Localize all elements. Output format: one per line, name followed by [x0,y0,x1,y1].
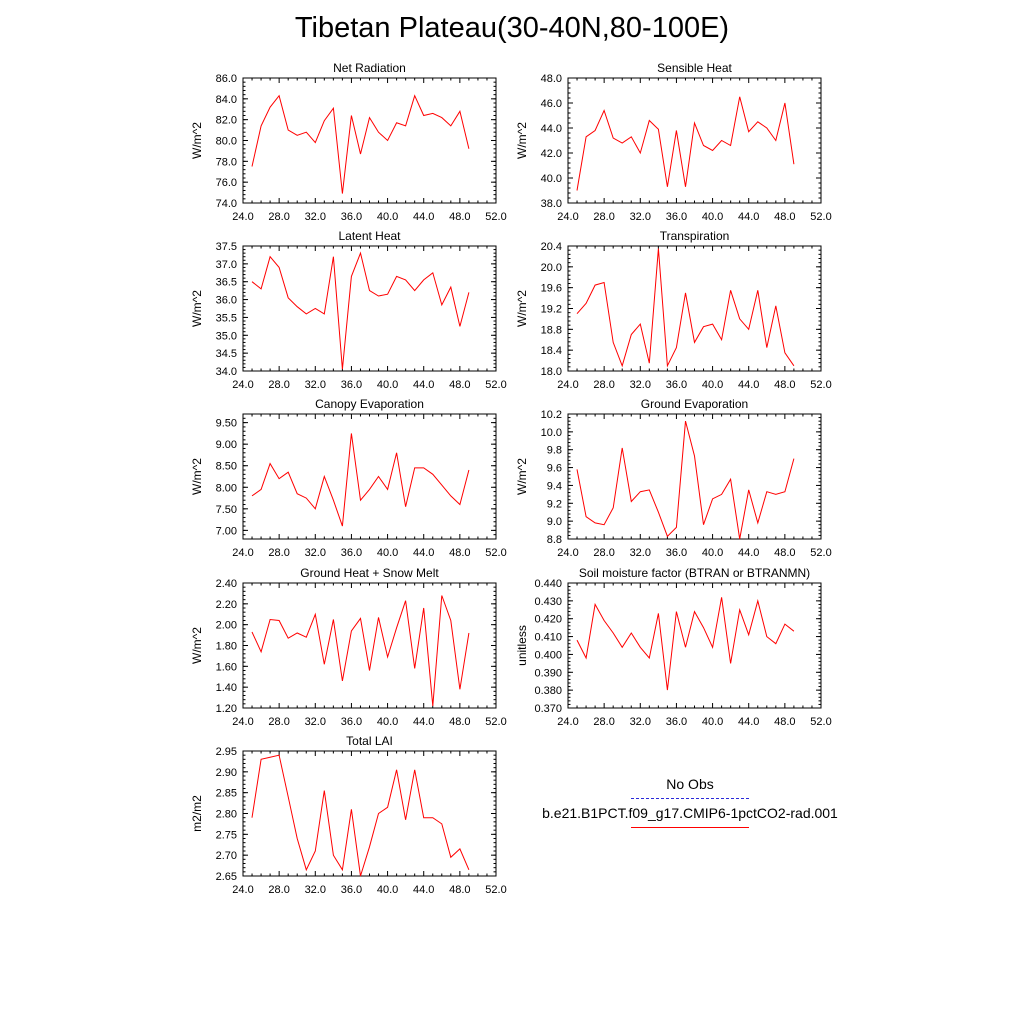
x-tick-label: 44.0 [413,884,435,896]
x-tick-label: 36.0 [665,716,688,728]
y-tick-label: 2.80 [215,808,237,821]
x-tick-label: 52.0 [485,211,507,223]
x-tick-label: 48.0 [449,884,471,896]
y-tick-label: 46.0 [540,98,562,110]
y-tick-label: 36.5 [215,276,237,289]
chart-panel [515,397,832,559]
x-tick-label: 48.0 [449,716,471,728]
y-tick-label: 19.2 [540,303,562,316]
x-tick-label: 44.0 [413,716,435,728]
x-tick-label: 40.0 [376,379,399,391]
y-tick-label: 9.00 [215,439,237,452]
y-tick-label: 40.0 [540,173,562,185]
x-tick-label: 44.0 [413,211,435,223]
y-tick-label: 0.370 [534,703,562,715]
x-tick-label: 44.0 [738,716,760,728]
y-tick-label: 10.0 [540,426,562,439]
x-tick-label: 40.0 [376,716,399,728]
legend-model-label: b.e21.B1PCT.f09_g17.CMIP6-1pctCO2-rad.001 [542,805,838,821]
x-tick-label: 44.0 [738,379,760,391]
y-tick-label: 18.4 [540,345,562,358]
x-tick-label: 52.0 [810,547,832,559]
plot-frame [243,78,496,203]
panel-title: Sensible Heat [657,61,732,75]
y-tick-label: 42.0 [540,148,562,160]
panel-title: Soil moisture factor (BTRAN or BTRANMN) [578,566,811,580]
x-tick-label: 24.0 [557,716,579,728]
x-tick-label: 24.0 [557,379,579,391]
x-tick-label: 44.0 [738,211,760,223]
y-tick-label: 2.00 [215,619,237,632]
y-tick-label: 8.50 [215,460,237,473]
y-tick-label: 8.8 [546,534,562,546]
y-tick-label: 34.0 [215,366,237,378]
x-tick-label: 24.0 [557,547,579,559]
y-tick-label: 19.6 [540,282,562,295]
panel-title: Latent Heat [338,229,401,243]
x-tick-label: 36.0 [665,547,688,559]
y-tick-label: 7.00 [215,525,237,538]
y-tick-label: 36.0 [215,294,237,307]
y-tick-label: 9.50 [215,417,237,430]
y-tick-label: 20.0 [540,261,562,274]
y-tick-label: 35.0 [215,330,237,343]
y-tick-label: 74.0 [215,198,237,210]
y-tick-label: 0.430 [534,595,562,608]
chart-panel [515,566,832,728]
figure-title: Tibetan Plateau(30-40N,80-100E) [294,12,730,44]
y-tick-label: 86.0 [215,73,237,85]
y-axis-label: W/m^2 [190,122,204,159]
chart-panel [190,229,507,391]
x-tick-label: 48.0 [449,211,471,223]
y-tick-label: 48.0 [540,73,562,85]
x-tick-label: 28.0 [593,379,615,391]
y-tick-label: 37.0 [215,258,237,271]
legend-obs-line-swatch [631,798,749,799]
y-tick-label: 2.70 [215,850,237,863]
y-tick-label: 2.90 [215,766,237,779]
series-line [252,755,469,876]
x-tick-label: 36.0 [665,211,688,223]
y-tick-label: 20.4 [540,241,562,253]
y-tick-label: 2.40 [215,578,237,590]
x-tick-label: 28.0 [268,884,290,896]
y-axis-label: W/m^2 [190,627,204,664]
chart-panel [190,61,507,223]
x-tick-label: 40.0 [701,716,724,728]
plot-frame [243,583,496,708]
x-tick-label: 24.0 [232,379,254,391]
legend [530,776,850,828]
y-tick-label: 80.0 [215,135,237,148]
x-tick-label: 32.0 [304,716,326,728]
y-tick-label: 1.60 [215,661,237,674]
y-tick-label: 0.390 [534,667,562,680]
y-tick-label: 1.80 [215,640,237,653]
x-tick-label: 32.0 [629,211,651,223]
legend-obs-label: No Obs [666,776,714,792]
y-tick-label: 76.0 [215,177,237,190]
x-tick-label: 28.0 [268,379,290,391]
x-tick-label: 44.0 [413,379,435,391]
y-tick-label: 2.85 [215,787,237,800]
y-tick-label: 82.0 [215,114,237,127]
y-tick-label: 84.0 [215,93,237,106]
y-tick-label: 8.00 [215,482,237,495]
x-tick-label: 44.0 [738,547,760,559]
x-tick-label: 36.0 [340,884,363,896]
x-tick-label: 32.0 [304,379,326,391]
panel-title: Net Radiation [333,61,406,75]
x-tick-label: 40.0 [376,547,399,559]
x-tick-label: 52.0 [485,716,507,728]
x-tick-label: 36.0 [340,211,363,223]
x-tick-label: 44.0 [413,547,435,559]
y-tick-label: 18.0 [540,366,562,378]
series-line [577,249,794,366]
y-tick-label: 38.0 [540,198,562,210]
x-tick-label: 40.0 [376,211,399,223]
y-tick-label: 2.65 [215,871,237,883]
x-tick-label: 36.0 [340,716,363,728]
series-line [577,597,794,690]
x-tick-label: 52.0 [485,884,507,896]
y-axis-label: m2/m2 [190,795,204,832]
y-tick-label: 1.20 [215,703,237,715]
x-tick-label: 32.0 [304,547,326,559]
y-axis-label: W/m^2 [515,458,529,495]
plot-frame [243,246,496,371]
chart-panel [515,229,832,391]
x-tick-label: 48.0 [774,547,796,559]
x-tick-label: 52.0 [810,716,832,728]
x-tick-label: 48.0 [449,379,471,391]
x-tick-label: 28.0 [268,211,290,223]
x-tick-label: 28.0 [268,716,290,728]
y-tick-label: 1.40 [215,682,237,695]
chart-panel [515,61,832,223]
chart-panel [190,397,507,559]
y-tick-label: 10.2 [540,409,562,421]
panel-title: Ground Evaporation [640,397,749,411]
plot-frame [243,751,496,876]
series-line [252,253,469,369]
x-tick-label: 48.0 [774,379,796,391]
x-tick-label: 36.0 [340,379,363,391]
y-tick-label: 7.50 [215,503,237,516]
y-axis-label: W/m^2 [190,290,204,327]
x-tick-label: 32.0 [629,379,651,391]
x-tick-label: 24.0 [232,716,254,728]
y-tick-label: 9.4 [546,480,562,493]
x-tick-label: 28.0 [593,716,615,728]
series-line [252,433,469,526]
y-tick-label: 0.420 [534,613,562,626]
x-tick-label: 52.0 [485,547,507,559]
x-tick-label: 24.0 [557,211,579,223]
x-tick-label: 28.0 [593,547,615,559]
chart-panel [190,734,507,896]
x-tick-label: 52.0 [485,379,507,391]
x-tick-label: 32.0 [304,884,326,896]
y-tick-label: 18.8 [540,324,562,337]
y-tick-label: 35.5 [215,312,237,325]
x-tick-label: 40.0 [701,211,724,223]
x-tick-label: 48.0 [449,547,471,559]
x-tick-label: 40.0 [376,884,399,896]
x-tick-label: 52.0 [810,211,832,223]
y-axis-label: W/m^2 [515,122,529,159]
panel-title: Total LAI [346,734,393,748]
y-tick-label: 2.95 [215,746,237,758]
panel-title: Ground Heat + Snow Melt [300,566,439,580]
y-axis-label: W/m^2 [190,458,204,495]
y-tick-label: 0.400 [534,649,562,662]
y-axis-label: unitless [515,625,529,666]
x-tick-label: 40.0 [701,547,724,559]
y-tick-label: 2.75 [215,829,237,842]
y-tick-label: 2.20 [215,598,237,611]
x-tick-label: 36.0 [665,379,688,391]
y-tick-label: 9.0 [546,516,562,529]
y-tick-label: 44.0 [540,123,562,135]
x-tick-label: 24.0 [232,547,254,559]
x-tick-label: 24.0 [232,211,254,223]
plot-frame [568,583,821,708]
plot-frame [568,246,821,371]
plot-frame [243,414,496,539]
y-tick-label: 78.0 [215,156,237,169]
x-tick-label: 28.0 [593,211,615,223]
y-tick-label: 37.5 [215,241,237,253]
y-axis-label: W/m^2 [515,290,529,327]
y-tick-label: 0.410 [534,631,562,644]
y-tick-label: 9.2 [546,498,562,511]
x-tick-label: 24.0 [232,884,254,896]
series-line [577,421,794,539]
y-tick-label: 0.440 [534,578,562,590]
y-tick-label: 34.5 [215,348,237,361]
x-tick-label: 36.0 [340,547,363,559]
panel-title: Canopy Evaporation [315,397,424,411]
x-tick-label: 32.0 [304,211,326,223]
panel-title: Transpiration [659,229,730,243]
y-tick-label: 0.380 [534,685,562,698]
series-line [577,97,794,191]
y-tick-label: 9.8 [546,444,562,457]
x-tick-label: 28.0 [268,547,290,559]
x-tick-label: 40.0 [701,379,724,391]
y-tick-label: 9.6 [546,462,562,475]
x-tick-label: 32.0 [629,547,651,559]
x-tick-label: 52.0 [810,379,832,391]
series-line [252,96,469,194]
series-line [252,596,469,706]
x-tick-label: 32.0 [629,716,651,728]
plot-frame [568,78,821,203]
x-tick-label: 48.0 [774,211,796,223]
chart-panel [190,566,507,728]
x-tick-label: 48.0 [774,716,796,728]
legend-model-line-swatch [631,827,749,828]
